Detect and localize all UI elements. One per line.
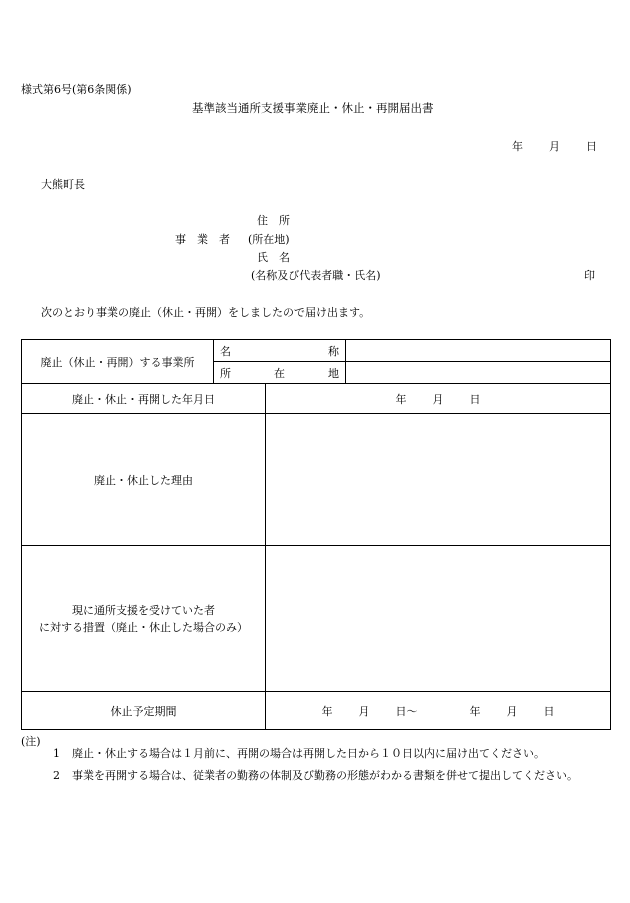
facility-location-label: 所 在 地 [214, 362, 346, 384]
note-item-1: 1 廃止・休止する場合は１月前に、再開の場合は再開した日から１０日以内に届け出てください。 [53, 747, 545, 760]
facility-name-label: 名 称 [214, 340, 346, 362]
location-label: (所在地) [248, 233, 290, 246]
address-label: 住 所 [257, 214, 290, 227]
applicant-role-label: 事 業 者 [175, 233, 230, 246]
date-field[interactable]: 年 月 日 [266, 384, 611, 414]
reason-label: 廃止・休止した理由 [22, 414, 266, 546]
date-year: 年 [512, 140, 523, 153]
intro-text: 次のとおり事業の廃止（休止・再開）をしましたので届け出ます。 [41, 306, 371, 319]
date-day: 日 [586, 140, 597, 153]
notification-table [21, 339, 611, 730]
measure-label: 現に通所支援を受けていた者 に対する措置（廃止・休止した場合のみ） [22, 546, 266, 692]
facility-name-field[interactable] [346, 340, 611, 362]
name-label: 氏 名 [257, 251, 290, 264]
note-item-2: 2 事業を再開する場合は、従業者の勤務の体制及び勤務の形態がわかる書類を併せて提出してください。 [53, 769, 578, 782]
submission-date [512, 138, 597, 154]
name-sub-label: (名称及び代表者職・氏名) [251, 269, 381, 282]
period-field[interactable]: 年 月 日〜 年 月 日 [266, 692, 611, 730]
document-title: 基準該当通所支援事業廃止・休止・再開届出書 [192, 101, 434, 115]
addressee: 大熊町長 [41, 178, 85, 191]
reason-field[interactable] [266, 414, 611, 546]
date-month: 月 [549, 140, 560, 153]
form-number: 様式第6号(第6条関係) [21, 83, 132, 96]
facility-location-field[interactable] [346, 362, 611, 384]
seal-mark: 印 [584, 269, 595, 282]
measure-field[interactable] [266, 546, 611, 692]
date-label: 廃止・休止・再開した年月日 [22, 384, 266, 414]
notes-heading: (注) [21, 735, 41, 748]
period-label: 休止予定期間 [22, 692, 266, 730]
facility-label: 廃止（休止・再開）する事業所 [22, 340, 214, 384]
